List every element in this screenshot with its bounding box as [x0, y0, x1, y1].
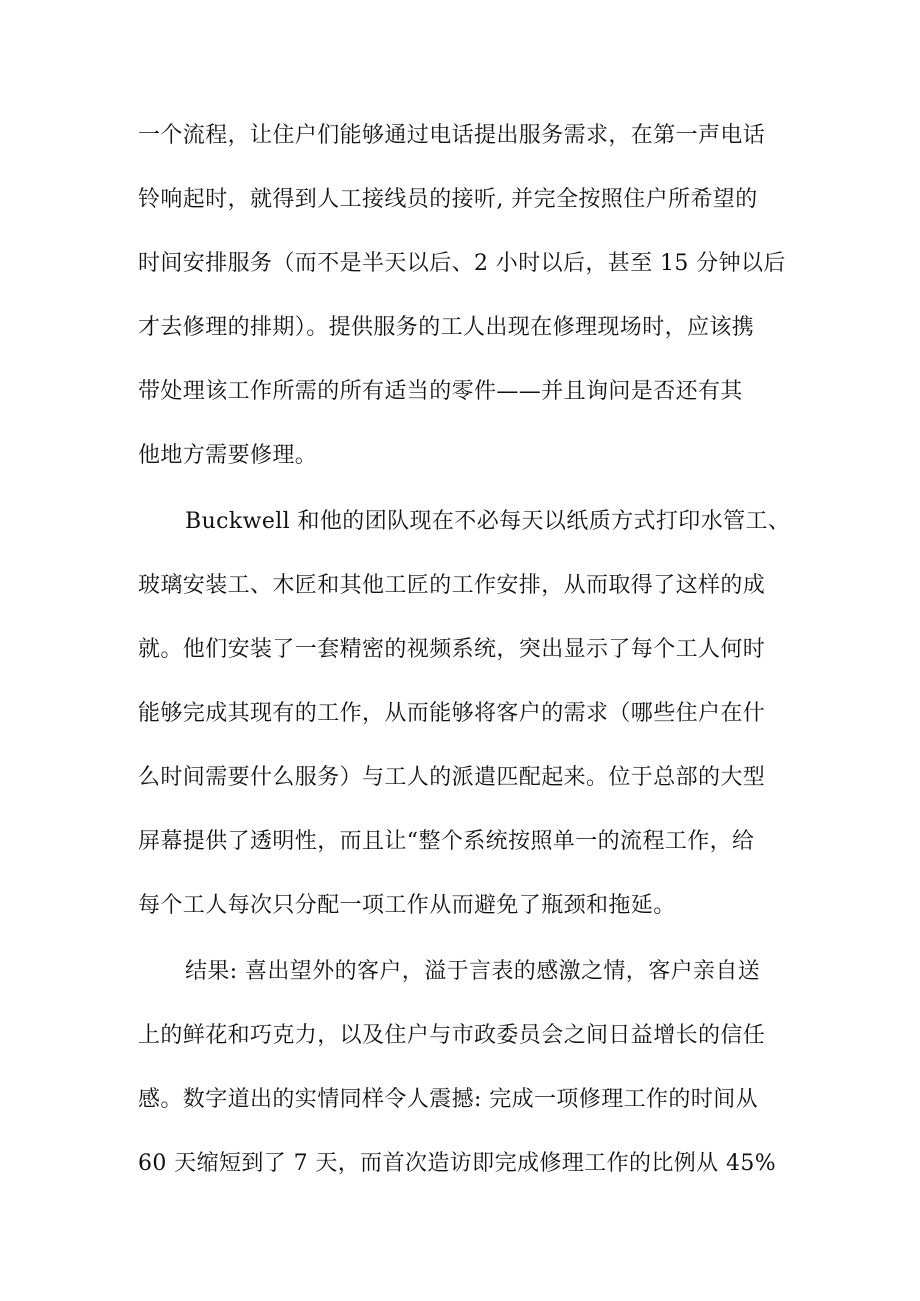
text-line: 每个工人每次只分配一项工作从而避免了瓶颈和拖延。 [138, 893, 676, 918]
text-line: 玻璃安装工、木匠和其他工匠的工作安排，从而取得了这样的成 [138, 573, 766, 598]
paragraph-1 [138, 104, 790, 488]
text-line: 感。数字道出的实情同样令人震撼: 完成一项修理工作的时间从 [138, 1087, 759, 1112]
text-line: 60 天缩短到了 7 天，而首次造访即完成修理工作的比例从 45% [138, 1151, 777, 1176]
text-line: 结果: 喜出望外的客户，溢于言表的感激之情，客户亲自送 [185, 959, 761, 984]
paragraph-3 [138, 940, 790, 1196]
text-line: 带处理该工作所需的所有适当的零件——并且询问是否还有其 [138, 379, 743, 404]
text-line: 一个流程，让住户们能够通过电话提出服务需求，在第一声电话 [138, 123, 766, 148]
text-line: 上的鲜花和巧克力，以及住户与市政委员会之间日益增长的信任 [138, 1023, 766, 1048]
text-line: Buckwell 和他的团队现在不必每天以纸质方式打印水管工、 [185, 509, 791, 534]
text-line: 铃响起时，就得到人工接线员的接听, 并完全按照住户所希望的 [138, 187, 758, 212]
text-line: 屏幕提供了透明性，而且让“整个系统按照单一的流程工作，给 [138, 829, 755, 854]
text-line: 他地方需要修理。 [138, 443, 318, 468]
text-line: 能够完成其现有的工作，从而能够将客户的需求（哪些住户在什 [138, 701, 766, 726]
text-line: 么时间需要什么服务）与工人的派遣匹配起来。位于总部的大型 [138, 765, 766, 790]
paragraph-2 [138, 490, 790, 938]
text-line: 时间安排服务（而不是半天以后、2 小时以后，甚至 15 分钟以后 [138, 251, 786, 276]
text-line: 才去修理的排期）。提供服务的工人出现在修理现场时，应该携 [138, 315, 755, 340]
text-line: 就。他们安装了一套精密的视频系统，突出显示了每个工人何时 [138, 637, 766, 662]
